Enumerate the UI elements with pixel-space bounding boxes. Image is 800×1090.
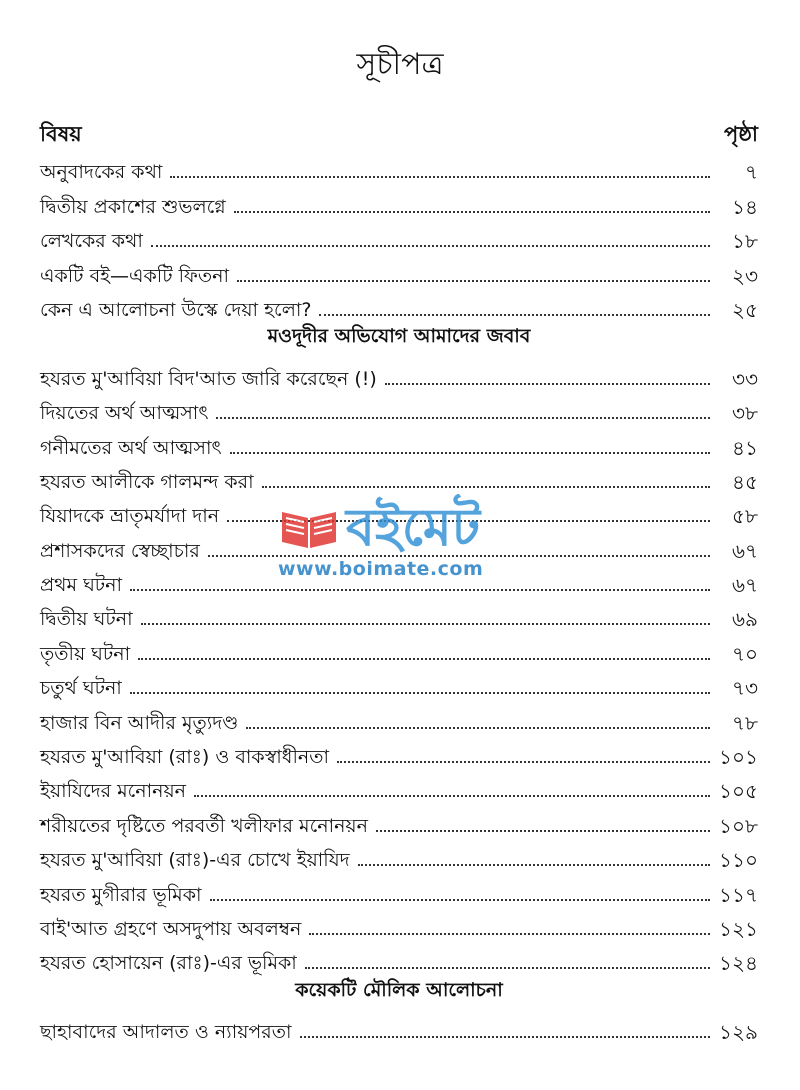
toc-entry bbox=[40, 358, 758, 392]
toc-entry-page-number: ১২১ bbox=[719, 916, 758, 941]
toc-entry-title: হযরত মু'আবিয়া (রাঃ) ও বাকস্বাধীনতা bbox=[40, 746, 329, 769]
toc-entry-title: দিয়তের অর্থ আত্মসাৎ bbox=[40, 402, 209, 425]
dot-leader bbox=[358, 864, 710, 866]
toc-entry-title: কেন এ আলোচনা উস্কে দেয়া হলো? bbox=[40, 298, 312, 321]
watermark bbox=[278, 498, 528, 592]
toc-entry-title: হযরত হোসায়েন (রাঃ)-এর ভূমিকা bbox=[40, 952, 297, 975]
dot-leader bbox=[319, 314, 710, 316]
toc-entry-title: শরীয়তের দৃষ্টিতে পরবর্তী খলীফার মনোনয়ন bbox=[40, 814, 368, 837]
toc-entry-page-number: ৩৩ bbox=[731, 366, 758, 391]
table-of-contents bbox=[40, 152, 758, 1046]
toc-entry-page-number: ১৪ bbox=[732, 194, 758, 219]
dot-leader bbox=[194, 795, 710, 797]
toc-entry bbox=[40, 840, 758, 874]
toc-entry bbox=[40, 221, 758, 255]
toc-entry-page-number: ১০৫ bbox=[719, 779, 758, 804]
section-heading: মওদূদীর অভিযোগ আমাদের জবাব bbox=[267, 325, 531, 348]
toc-entry-page-number: ৪১ bbox=[732, 435, 758, 460]
toc-entry-title: ইয়াযিদের মনোনয়ন bbox=[40, 780, 186, 803]
toc-entry-title: তৃতীয় ঘটনা bbox=[40, 642, 131, 665]
toc-entry-title: দ্বিতীয় প্রকাশের শুভলগ্নে bbox=[40, 195, 226, 218]
dot-leader bbox=[385, 383, 710, 385]
toc-entry-title: হাজার বিন আদীর মৃত্যুদণ্ড bbox=[40, 711, 239, 734]
toc-entry bbox=[40, 290, 758, 324]
dot-leader bbox=[237, 280, 710, 282]
toc-entry-page-number: ৭০ bbox=[731, 641, 758, 666]
toc-entry-page-number: ১১০ bbox=[719, 848, 758, 873]
toc-entry-title: দ্বিতীয় ঘটনা bbox=[40, 608, 133, 631]
toc-entry-page-number: ৭৮ bbox=[732, 710, 758, 735]
toc-entry-page-number: ৪৫ bbox=[732, 469, 758, 494]
toc-entry bbox=[40, 599, 758, 633]
toc-entry-page-number: ৭ bbox=[744, 160, 758, 185]
toc-entry-title: চতুর্থ ঘটনা bbox=[40, 677, 122, 700]
dot-leader bbox=[216, 417, 710, 419]
toc-entry bbox=[40, 255, 758, 289]
toc-entry-title: প্রথম ঘটনা bbox=[40, 574, 123, 597]
toc-entry bbox=[40, 462, 758, 496]
toc-entry-title: হযরত মু'আবিয়া বিদ'আত জারি করেছেন (!) bbox=[40, 367, 377, 390]
toc-entry-title: হযরত আলীকে গালমন্দ করা bbox=[40, 470, 254, 493]
dot-leader bbox=[234, 211, 710, 213]
toc-entry bbox=[40, 805, 758, 839]
dot-leader bbox=[262, 486, 710, 488]
section-heading: কয়েকটি মৌলিক আলোচনা bbox=[295, 978, 503, 1001]
watermark-url: www.boimate.com bbox=[278, 558, 484, 580]
toc-entry bbox=[40, 668, 758, 702]
dot-leader bbox=[210, 899, 710, 901]
toc-entry bbox=[40, 427, 758, 461]
toc-entry-title: গনীমতের অর্থ আত্মসাৎ bbox=[40, 436, 222, 459]
toc-entry bbox=[40, 1012, 758, 1046]
toc-entry-title: বাই'আত গ্রহণে অসদুপায় অবলম্বন bbox=[40, 917, 302, 940]
dot-leader bbox=[130, 692, 710, 694]
toc-entry-page-number: ১২৪ bbox=[719, 951, 758, 976]
toc-entry-title: হযরত মুগীরার ভূমিকা bbox=[40, 883, 202, 906]
dot-leader bbox=[141, 623, 710, 625]
toc-entry-page-number: ১৮ bbox=[732, 229, 758, 254]
subject-column-heading: বিষয় bbox=[40, 121, 82, 146]
toc-entry bbox=[40, 771, 758, 805]
dot-leader bbox=[151, 245, 710, 247]
toc-entry-title: অনুবাদকের কথা bbox=[40, 161, 163, 184]
dot-leader bbox=[337, 761, 710, 763]
toc-entry-page-number: ১১৭ bbox=[719, 882, 758, 907]
toc-entry-title: ছাহাবাদের আদালত ও ন্যায়পরতা bbox=[40, 1021, 292, 1044]
dot-leader bbox=[138, 658, 710, 660]
dot-leader bbox=[300, 1036, 710, 1038]
watermark-logo bbox=[278, 498, 528, 558]
page-column-heading: পৃষ্ঠা bbox=[723, 121, 758, 146]
dot-leader bbox=[230, 452, 710, 454]
toc-entry-page-number: ১২৯ bbox=[719, 1020, 758, 1045]
toc-entry-page-number: ৬৭ bbox=[731, 573, 758, 598]
toc-entry bbox=[40, 633, 758, 667]
toc-entry-title: একটি বই—একটি ফিতনা bbox=[40, 264, 230, 287]
toc-entry bbox=[40, 909, 758, 943]
toc-entry-page-number: ৩৮ bbox=[732, 401, 758, 426]
toc-entry bbox=[40, 737, 758, 771]
book-logo-icon bbox=[278, 504, 340, 552]
toc-entry bbox=[40, 874, 758, 908]
toc-entry-page-number: ২৫ bbox=[732, 297, 758, 322]
dot-leader bbox=[376, 830, 710, 832]
dot-leader bbox=[305, 967, 710, 969]
toc-entry-page-number: ৫৮ bbox=[732, 504, 758, 529]
toc-entry bbox=[40, 943, 758, 977]
dot-leader bbox=[170, 176, 710, 178]
watermark-brand: বইমেট bbox=[346, 498, 481, 558]
toc-entry-page-number: ১০৮ bbox=[719, 813, 758, 838]
toc-entry bbox=[40, 152, 758, 186]
toc-entry bbox=[40, 702, 758, 736]
toc-entry-page-number: ৭৩ bbox=[731, 676, 758, 701]
toc-entry-title: প্রশাসকদের স্বেচ্ছাচার bbox=[40, 539, 200, 562]
toc-entry-title: হযরত মু'আবিয়া (রাঃ)-এর চোখে ইয়াযিদ bbox=[40, 849, 350, 872]
toc-entry bbox=[40, 186, 758, 220]
dot-leader bbox=[309, 933, 710, 935]
dot-leader bbox=[246, 727, 710, 729]
toc-entry-title: লেখকের কথা bbox=[40, 230, 143, 253]
toc-entry-page-number: ৬৭ bbox=[731, 538, 758, 563]
toc-entry-page-number: ১০১ bbox=[719, 745, 758, 770]
page-title: সূচীপত্র bbox=[356, 47, 444, 82]
toc-entry-title: যিয়াদকে ভ্রাতৃমর্যাদা দান bbox=[40, 505, 220, 528]
toc-entry bbox=[40, 393, 758, 427]
toc-entry-page-number: ২৩ bbox=[731, 263, 758, 288]
toc-entry-page-number: ৬৯ bbox=[732, 607, 758, 632]
